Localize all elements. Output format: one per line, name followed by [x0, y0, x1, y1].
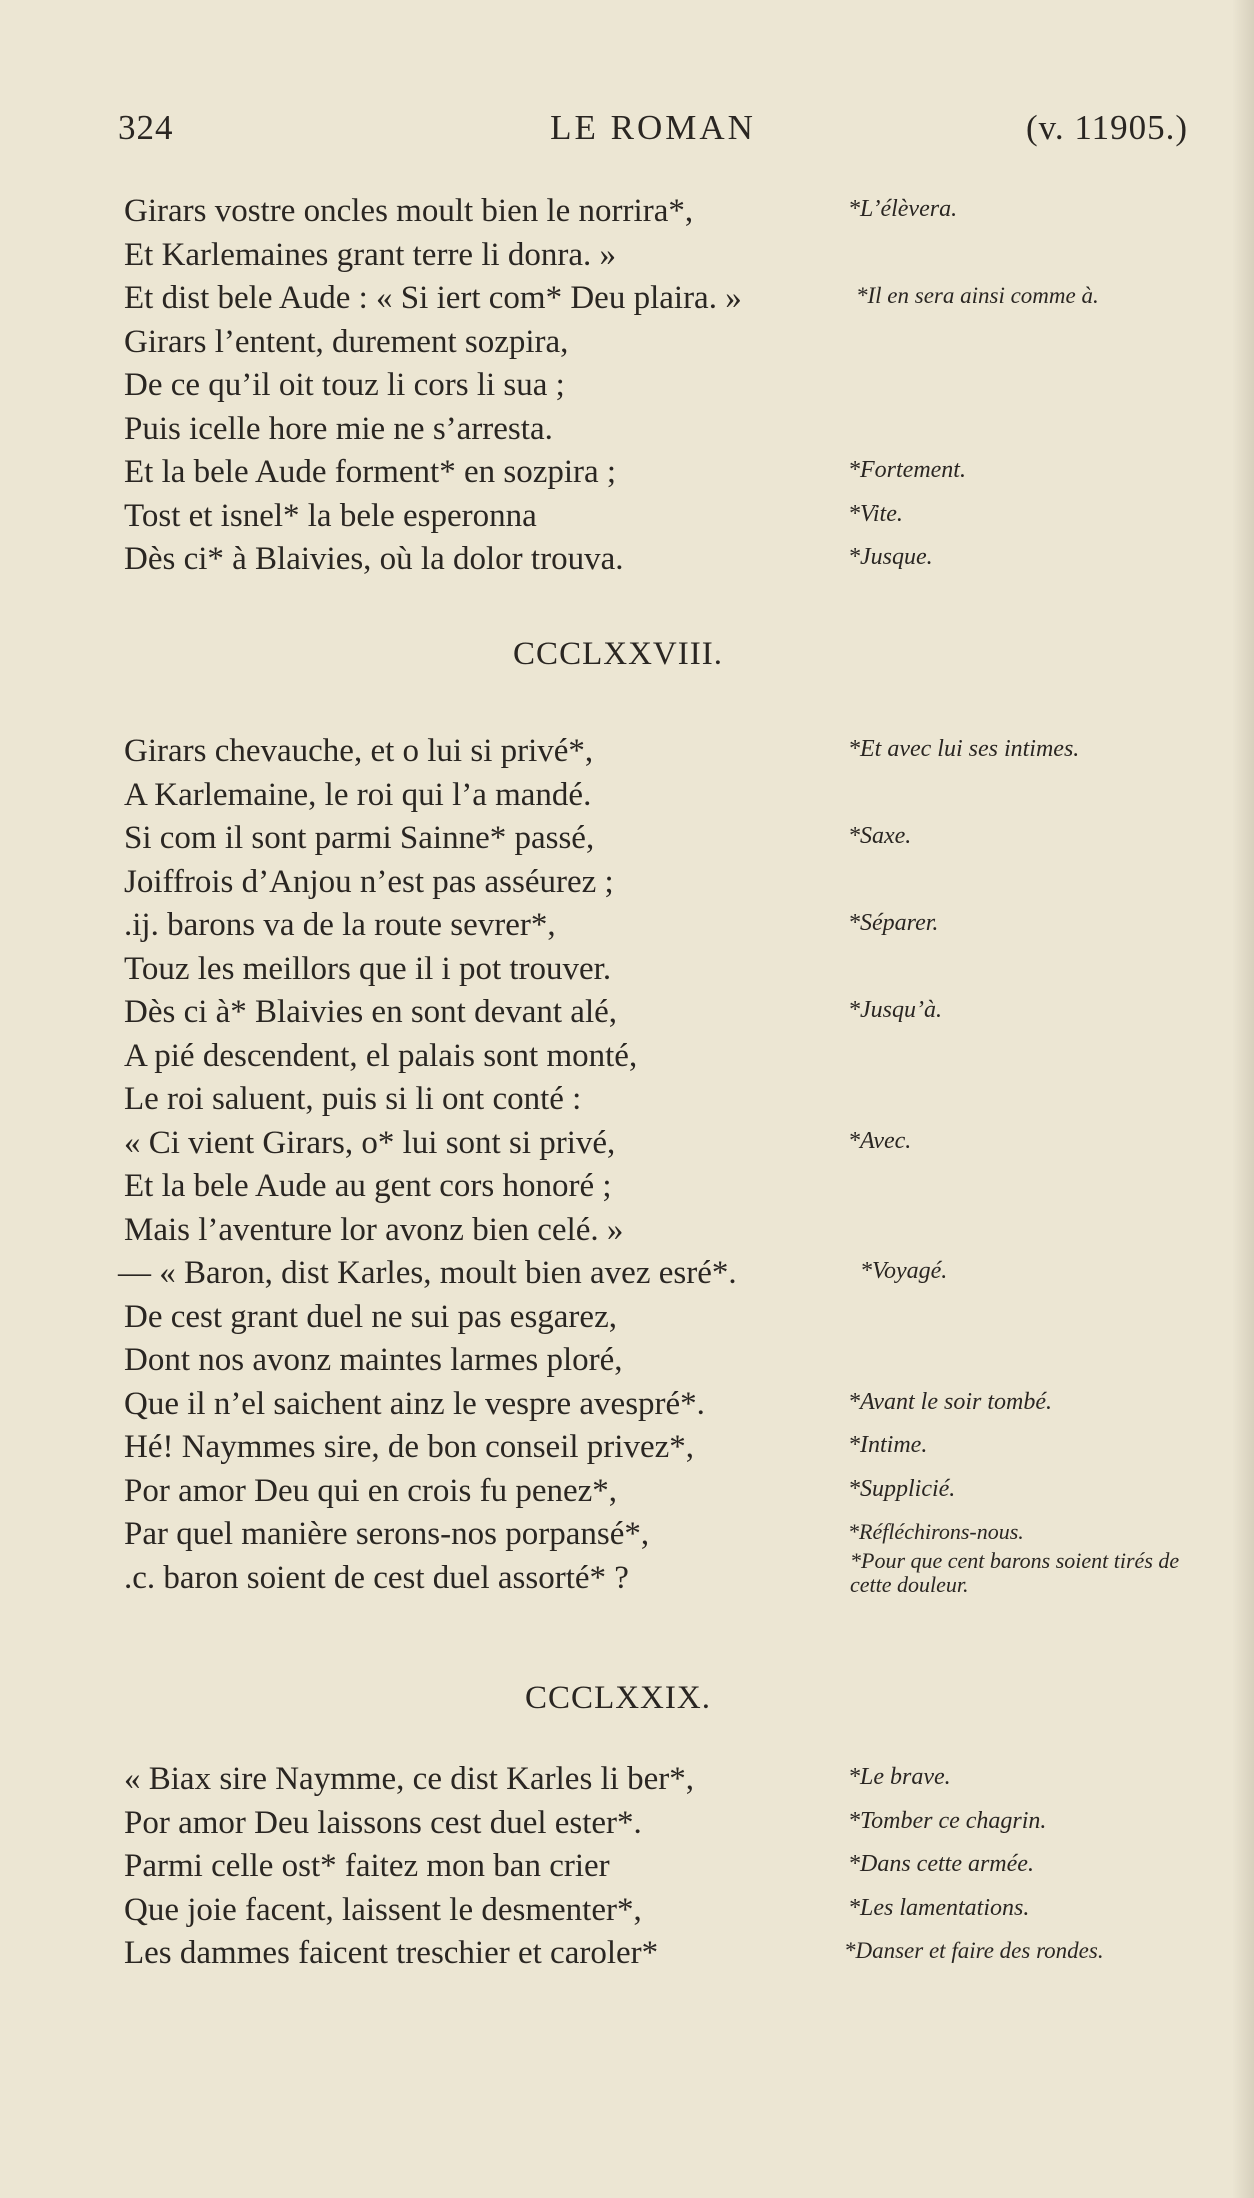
verse-text: Por amor Deu qui en crois fu penez*, — [124, 1472, 618, 1509]
verse-text: Dès ci à* Blaivies en sont devant alé, — [124, 994, 618, 1030]
verse-text: Mais l’aventure lor avonz bien celé. » — [124, 1211, 624, 1248]
gloss-note: *Pour que cent barons soient tirés de cette douleur. — [850, 1547, 1180, 1597]
verse-line — [118, 774, 1208, 818]
verse-text: .c. baron soient de cest duel assorté* ? — [124, 1559, 629, 1596]
verse-line — [118, 538, 1208, 582]
verse-line — [118, 234, 1208, 278]
verse-line — [118, 1547, 1208, 1601]
verse-line — [118, 277, 1208, 321]
verse-text: A pié descendent, el palais sont monté, — [124, 1037, 638, 1074]
verse-line — [118, 730, 1208, 774]
verse-line — [118, 1889, 1208, 1933]
verse-text: De cest grant duel ne sui pas esgarez, — [124, 1298, 617, 1335]
verse-text: Tost et isnel* la bele esperonna — [124, 497, 537, 534]
verse-text: Girars l’entent, durement sozpira, — [124, 323, 569, 360]
gloss-note: *Et avec lui ses intimes. — [848, 736, 1080, 762]
verse-text: Joiffrois d’Anjou n’est pas asséurez ; — [124, 863, 614, 900]
verse-line — [118, 1122, 1208, 1166]
verse-text: De ce qu’il oit touz li cors li sua ; — [124, 367, 565, 403]
stanza-2 — [118, 730, 1208, 1600]
gloss-note: *Jusque. — [848, 544, 933, 570]
verse-line — [118, 948, 1208, 992]
gloss-note: *Le brave. — [848, 1764, 951, 1790]
gloss-note: *Les lamentations. — [848, 1894, 1030, 1921]
verse-text: Dès ci* à Blaivies, où la dolor trouva. — [124, 541, 624, 577]
verse-text: — « Baron, dist Karles, moult bien avez esré*. — [118, 1255, 737, 1291]
verse-line — [118, 1426, 1208, 1470]
page-number: 324 — [118, 108, 174, 147]
verse-line — [118, 861, 1208, 905]
page-edge-shadow — [1232, 0, 1254, 2198]
verse-line — [118, 1165, 1208, 1209]
verse-line — [118, 1470, 1208, 1514]
verse-text: Que joie facent, laissent le desmenter*, — [124, 1891, 642, 1928]
verse-line — [118, 364, 1208, 408]
verse-text: Girars chevauche, et o lui si privé*, — [124, 733, 594, 769]
verse-text: « Ci vient Girars, o* lui sont si privé, — [124, 1124, 616, 1161]
verse-text: Le roi saluent, puis si li ont conté : — [124, 1081, 582, 1117]
gloss-note: *Saxe. — [848, 823, 912, 849]
verse-reference: (v. 11905.) — [1026, 108, 1188, 147]
verse-text: Et la bele Aude forment* en sozpira ; — [124, 454, 617, 490]
verse-text: Puis icelle hore mie ne s’arresta. — [124, 410, 553, 447]
stanza-heading: CCCLXXVIII. — [513, 636, 723, 672]
stanza-3 — [118, 1758, 1208, 1976]
verse-line — [118, 408, 1208, 452]
verse-text: Si com il sont parmi Sainne* passé, — [124, 820, 595, 856]
gloss-note: *Dans cette armée. — [848, 1851, 1034, 1877]
verse-text: Parmi celle ost* faitez mon ban crier — [124, 1848, 610, 1884]
verse-text: .ij. barons va de la route sevrer*, — [124, 907, 556, 943]
verse-text: Hé! Naymmes sire, de bon conseil privez*, — [124, 1429, 694, 1465]
verse-line — [118, 1078, 1208, 1122]
gloss-note: *Intime. — [848, 1432, 928, 1458]
verse-text: Touz les meillors que il i pot trouver. — [124, 950, 612, 987]
verse-text: « Biax sire Naymme, ce dist Karles li ber*, — [124, 1761, 695, 1797]
verse-text: Girars vostre oncles moult bien le norrira*, — [124, 193, 694, 229]
verse-text: A Karlemaine, le roi qui l’a mandé. — [124, 776, 592, 813]
verse-line — [118, 1383, 1208, 1427]
verse-line — [118, 817, 1208, 861]
gloss-note: *Vite. — [848, 500, 903, 527]
running-title: LE ROMAN — [550, 108, 756, 147]
gloss-note: *Danser et faire des rondes. — [844, 1938, 1104, 1963]
verse-line — [118, 1296, 1208, 1340]
gloss-note: *Avant le soir tombé. — [848, 1388, 1052, 1415]
gloss-note: *Fortement. — [848, 457, 966, 483]
verse-line — [118, 904, 1208, 948]
gloss-note: *Tomber ce chagrin. — [848, 1807, 1047, 1834]
gloss-note: *Il en sera ainsi comme à. — [856, 283, 1099, 308]
gloss-note: *Réfléchirons-nous. — [848, 1519, 1024, 1544]
verse-text: Que il n’el saichent ainz le vespre avespré*. — [124, 1385, 705, 1422]
verse-text: Et Karlemaines grant terre li donra. » — [124, 236, 617, 273]
verse-text: Par quel manière serons-nos porpansé*, — [124, 1516, 650, 1552]
page-header — [118, 108, 1188, 154]
verse-line — [118, 1339, 1208, 1383]
gloss-note: *Avec. — [848, 1127, 912, 1154]
verse-text: Les dammes faicent treschier et caroler* — [124, 1935, 659, 1971]
verse-line — [118, 495, 1208, 539]
stanza-1 — [118, 190, 1208, 582]
verse-line — [118, 1932, 1208, 1976]
gloss-note: *Voyagé. — [860, 1258, 948, 1284]
verse-line — [118, 1252, 1208, 1296]
verse-line — [118, 1845, 1208, 1889]
verse-text: Et dist bele Aude : « Si iert com* Deu plaira. » — [124, 280, 742, 316]
verse-line — [118, 1209, 1208, 1253]
stanza-heading: CCCLXXIX. — [525, 1680, 711, 1716]
verse-line — [118, 451, 1208, 495]
verse-line — [118, 1802, 1208, 1846]
verse-line — [118, 190, 1208, 234]
gloss-note: *Supplicié. — [848, 1475, 956, 1502]
verse-line — [118, 991, 1208, 1035]
verse-line — [118, 1758, 1208, 1802]
verse-text: Dont nos avonz maintes larmes ploré, — [124, 1342, 623, 1378]
verse-text: Por amor Deu laissons cest duel ester*. — [124, 1804, 642, 1841]
verse-line — [118, 1035, 1208, 1079]
gloss-note: *Séparer. — [848, 910, 939, 936]
gloss-note: *Jusqu’à. — [848, 997, 942, 1023]
verse-line — [118, 321, 1208, 365]
verse-text: Et la bele Aude au gent cors honoré ; — [124, 1168, 612, 1204]
gloss-note: *L’élèvera. — [848, 196, 958, 222]
